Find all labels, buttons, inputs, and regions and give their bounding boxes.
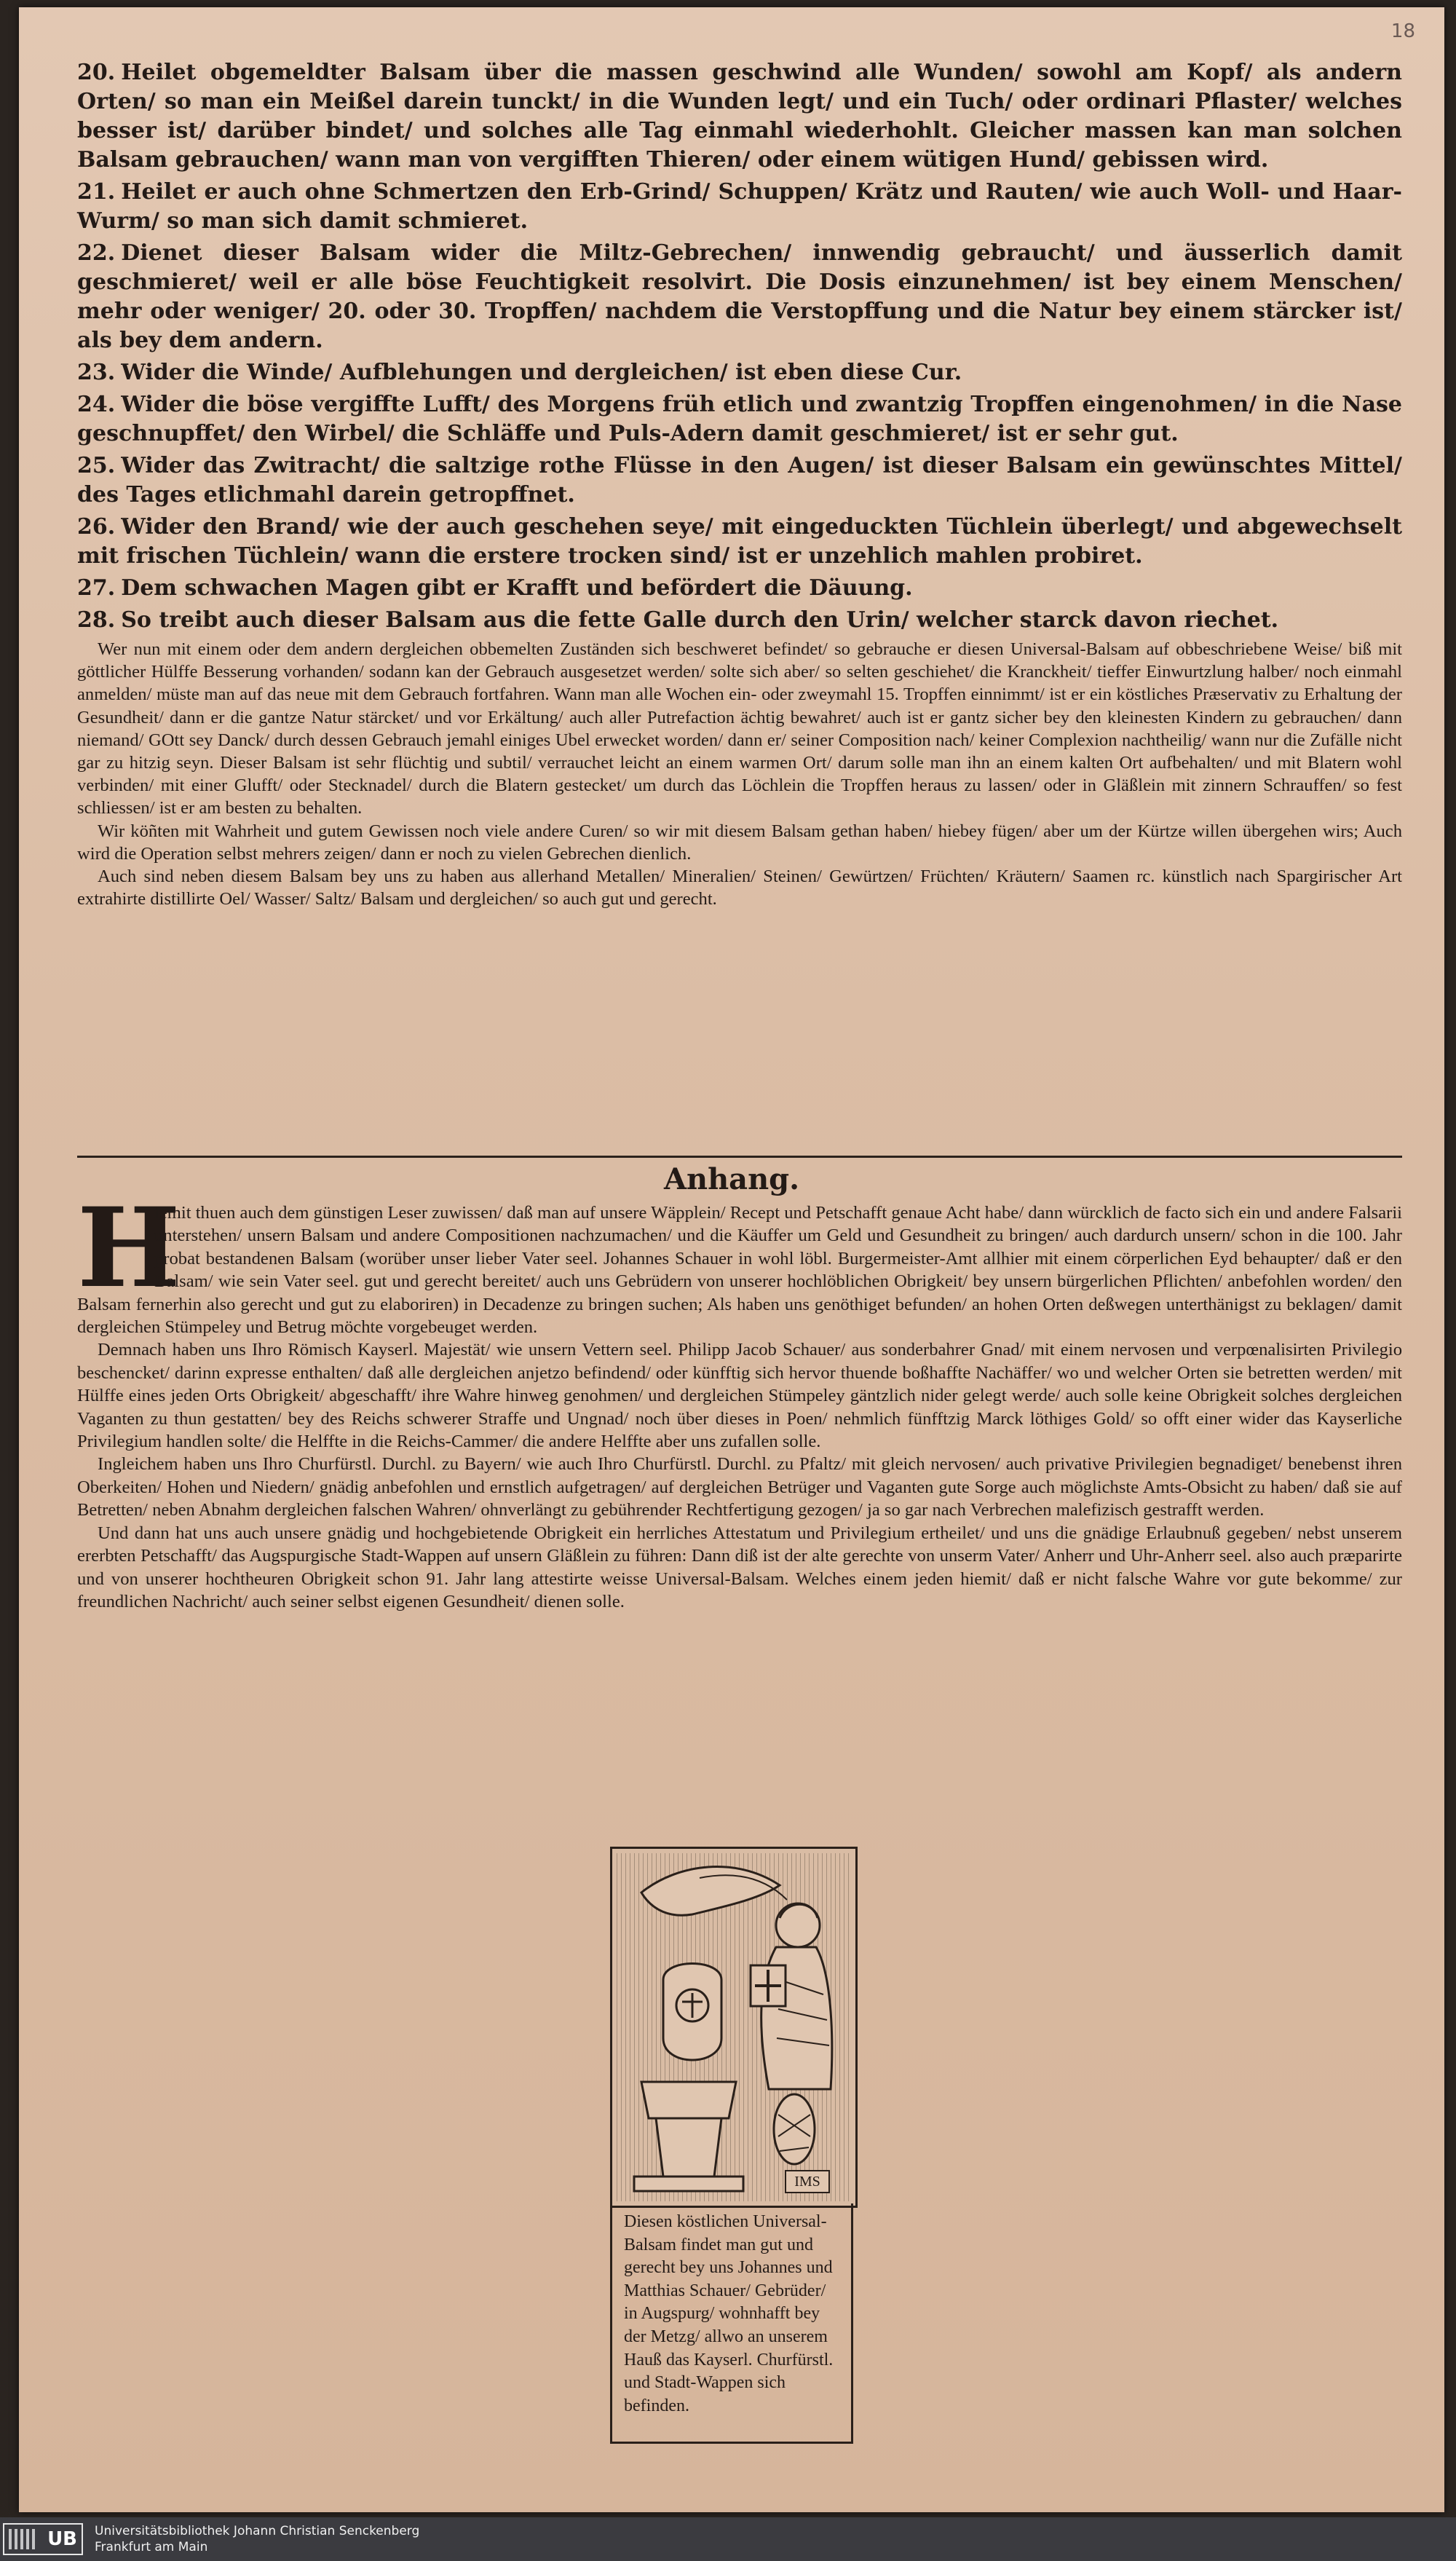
appendix-body — [77, 1184, 1402, 1613]
woodcut-caption: Diesen köstlichen Universal-Balsam findet man gut und gerecht bey uns Johannes und Matthias Schauer/ Gebrüder/ in Augspurg/ wohnhafft bey der Metzg/ allwo an unserem Hauß das Kayserl. Churfürstl. und Stadt-Wappen sich befinden. — [610, 2203, 853, 2444]
appendix-paragraph: Ingleichem haben uns Ihro Churfürstl. Durchl. zu Bayern/ wie auch Ihro Churfürstl. Durchl. zu Pfaltz/ mit gleich nervosen/ auch privative Privilegien begnadiget/ benebenst ihren Oberkeiten/ Hohen und Niedern/ gnädig anbefohlen und ernstlich aufgetragen/ auf dergleichen Betrüger und Vaganten gute Sorge auch möglichste Amts-Obsicht zu haben/ daß sie auf Betretten/ neben Abnahm dergleichen falschen Wahren/ ohnverlängt zu gebührender Rechtfertigung gezogen/ ja so gar nach Verbrechen malefizisch gestrafft werden. — [77, 1454, 1402, 1520]
remedy-item: 23. Wider die Winde/ Aufblehungen und dergleichen/ ist eben diese Cur. — [77, 360, 962, 385]
library-footer — [0, 2517, 1456, 2561]
page-number: 18 — [1390, 20, 1415, 42]
appendix-title: Anhang. — [663, 1162, 800, 1196]
remedy-item: 26. Wider den Brand/ wie der auch geschehen seye/ mit eingeduckten Tüchlein überlegt/ und abgewechselt mit frischen Tüchlein/ wann die erstere trocken sind/ ist er unzehlich mahlen probiret. — [77, 514, 1402, 569]
library-city: Frankfurt am Main — [95, 2540, 208, 2554]
ub-logo-text: UB — [47, 2528, 77, 2550]
library-name: Universitätsbibliothek Johann Christian Senckenberg — [95, 2524, 420, 2538]
remedy-item: 24. Wider die böse vergiffte Lufft/ des Morgens früh etlich und zwantzig Tropffen eingenohmen/ in die Nase geschnupffet/ den Wirbel/ die Schläffe und Puls-Adern damit geschmieret/ ist er sehr gut. — [77, 392, 1402, 446]
usage-paragraph: Wer nun mit einem oder dem andern dergleichen obbemelten Zuständen sich beschweret befindet/ so gebrauche er diesen Universal-Balsam auf obbeschriebene Weise/ biß mit göttlicher Hülffe Besserung vorhanden/ sodann kan der Gebrauch ausgesetzet werden/ solte sich aber/ so selten geschiehet/ die Kranckheit/ tieffer Einwurtzlung halber/ noch einmahl anmelden/ müste man auf das neue mit dem Gebrauch fortfahren. Wann man alle Wochen ein- oder zweymahl 15. Tropffen einnimmt/ ist er ein köstliches Præservativ zu Erhaltung der Gesundheit/ dann er die gantze Natur stärcket/ und vor Erkältung/ auch aller Putrefaction ächtig bewahret/ auch ist er gantz sicher bey den kleinesten Kindern zu gebrauchen/ dann niemand/ GOtt sey Danck/ durch dessen Gebrauch jemahl einiges Ubel erwecket worden/ dann er/ seiner Composition nach/ keiner Complexion nachtheilig/ wann nur die Zufälle nicht gar zu hitzig seyn. Dieser Balsam ist sehr flüchtig und subtil/ verrauchet leicht an einem warmen Ort/ darum solle man ihn an einem kalten Ort aufbehalten/ und mit Blatern wohl verbinden/ mit einer Glufft/ oder Stecknadel/ durch die Blatern gestecket/ um durch das Löchlein die Tropffen heraus zu lassen/ oder in Gläßlein mit zinnern Schrauffen/ so fest schliessen/ ist er am besten zu behalten. — [77, 639, 1402, 818]
products-paragraph: Auch sind neben diesem Balsam bey uns zu haben aus allerhand Metallen/ Mineralien/ Steinen/ Gewürtzen/ Früchten/ Kräutern/ Saamen rc. künstlich nach Spargirischer Art extrahirte distillirte Oel/ Wasser/ Saltz/ Balsam und dergleichen/ so auch gut und gerecht. — [77, 867, 1402, 909]
appendix-paragraph: Demnach haben uns Ihro Römisch Kayserl. Majestät/ wie unsern Vettern seel. Philipp Jacob Schauer/ aus sonderbahrer Gnad/ mit einem nervosen und verpœnalisirten Privilegio beschencket/ darinn expresse enthalten/ daß alle dergleichen anjetzo befindend/ oder künfftig sich hervor thuende boßhaffte Nachäffer/ wo und welcher Orten sie betretten werden/ mit Hülffe eines jeden Orts Obrigkeit/ abgeschafft/ ihre Wahre hinweg genohmen/ und dergleichen Stümpeley gäntzlich nider gelegt werde/ auch solle keine Obrigkeit solches dergleichen Vaganten zu thun gestatten/ bey des Reichs schwerer Straffe und Ungnad/ noch über dieses in Poen/ nehmlich fünfftzig Marck löthiges Gold/ so offt einer wider das Kayserliche Privilegium handlen solte/ die Helffte in die Reichs-Cammer/ die andere Helffte aber uns zufallen solle. — [77, 1340, 1402, 1452]
drop-cap-initial: H — [77, 1184, 181, 1312]
angel-coat-of-arms-icon — [612, 1849, 855, 2206]
remedy-item: 22. Dienet dieser Balsam wider die Miltz-Gebrechen/ innwendig gebraucht/ und äusserlich damit geschmieret/ weil er alle böse Feuchtigkeit resolvirt. Die Dosis einzunehmen/ ist bey einem Menschen/ mehr oder weniger/ 20. oder 30. Tropffen/ nachdem die Verstopffung und die Natur bey einem stärcker ist/ als bey dem andern. — [77, 240, 1402, 353]
woodcut-illustration — [610, 1847, 858, 2208]
remedy-item: 20. Heilet obgemeldter Balsam über die massen geschwind alle Wunden/ sowohl am Kopf/ als andern Orten/ so man ein Meißel darein tunckt/ in die Wunden legt/ und ein Tuch/ oder ordinari Pflaster/ welches besser ist/ darüber bindet/ und solches alle Tag einmahl wiederhohlt. Gleicher massen kan man solchen Balsam gebrauchen/ wann man von vergifften Thieren/ oder einem wütigen Hund/ gebissen wird. — [77, 60, 1402, 173]
appendix-paragraph: H iemit thuen auch dem günstigen Leser zuwissen/ daß man auf unsere Wäpplein/ Recept und Petschafft genaue Acht habe/ dann würcklich de facto sich ein und andere Falsarii unterstehen/ unsern Balsam und andere Compositionen nachzumachen/ und die Käuffer um Geld und Gesundheit zu bringen/ auch dardurch unsern/ schon in die 100. Jahr probat bestandenen Balsam (worüber unser lieber Vater seel. Johannes Schauer in wohl löbl. Burgermeister-Amt allhier mit einem cörperlichen Eyd behaupter/ daß er den Balsam/ wie sein Vater seel. gut und gerecht bereitet/ auch uns Gebrüdern von unserer hochlöblichen Obrigkeit/ bey unsern bürgerlichen Pflichten/ anbefohlen worden/ den Balsam fernerhin also gerecht und gut zu elaboriren) in Decadenze zu bringen suchen; Als haben uns genöthiget befunden/ an hohen Orten deßwegen unterthänigst zu beklagen/ damit dergleichen Stümpeley und Betrug möchte vorgebeuget werden. — [77, 1184, 1402, 1338]
cures-paragraph: Wir köñten mit Wahrheit und gutem Gewissen noch viele andere Curen/ so wir mit diesem Balsam gethan haben/ hiebey fügen/ aber um der Kürtze willen übergehen wirs; Auch wird die Operation selbst mehrers zeigen/ dann er noch zu vielen Gebrechen dienlich. — [77, 821, 1402, 864]
remedy-item: 21. Heilet er auch ohne Schmertzen den Erb-Grind/ Schuppen/ Krätz und Rauten/ wie auch Woll- und Haar-Wurm/ so man sich damit schmieret. — [77, 179, 1402, 234]
logo-pattern — [9, 2529, 38, 2549]
remedy-item: 27. Dem schwachen Magen gibt er Krafft und befördert die Däuung. — [77, 575, 913, 601]
remedy-item: 25. Wider das Zwitracht/ die saltzige rothe Flüsse in den Augen/ ist dieser Balsam ein gewünschtes Mittel/ des Tages etlichmahl darein getropffnet. — [77, 453, 1402, 508]
footer-text — [95, 2523, 419, 2555]
ub-logo — [3, 2523, 83, 2555]
remedy-item: 28. So treibt auch dieser Balsam aus die fette Galle durch den Urin/ welcher starck davon riechet. — [77, 607, 1279, 633]
woodcut-monogram: IMS — [794, 2174, 820, 2190]
appendix-paragraph: Und dann hat uns auch unsere gnädig und hochgebietende Obrigkeit ein herrliches Attestatum und Privilegium ertheilet/ und uns die gnädige Erlaubnuß gegeben/ nebst unserem ererbten Petschafft/ das Augspurgische Stadt-Wappen auf unsern Gläßlein zu führen: Dann diß ist der alte gerechte von unserm Vater/ Anherr und Uhr-Anherr seel. also auch præparirte und von unserer hochtheuren Obrigkeit schon 91. Jahr lang attestirte weisse Universal-Balsam. Welches einem jeden hiemit/ daß er nicht falsche Wahre vor gute bekomme/ zur freundlichen Nachricht/ auch seiner selbst eigenen Gesundheit/ dienen solle. — [77, 1523, 1402, 1611]
section-divider — [77, 1156, 1402, 1158]
numbered-remedies — [77, 58, 1402, 910]
document-page — [19, 7, 1444, 2512]
